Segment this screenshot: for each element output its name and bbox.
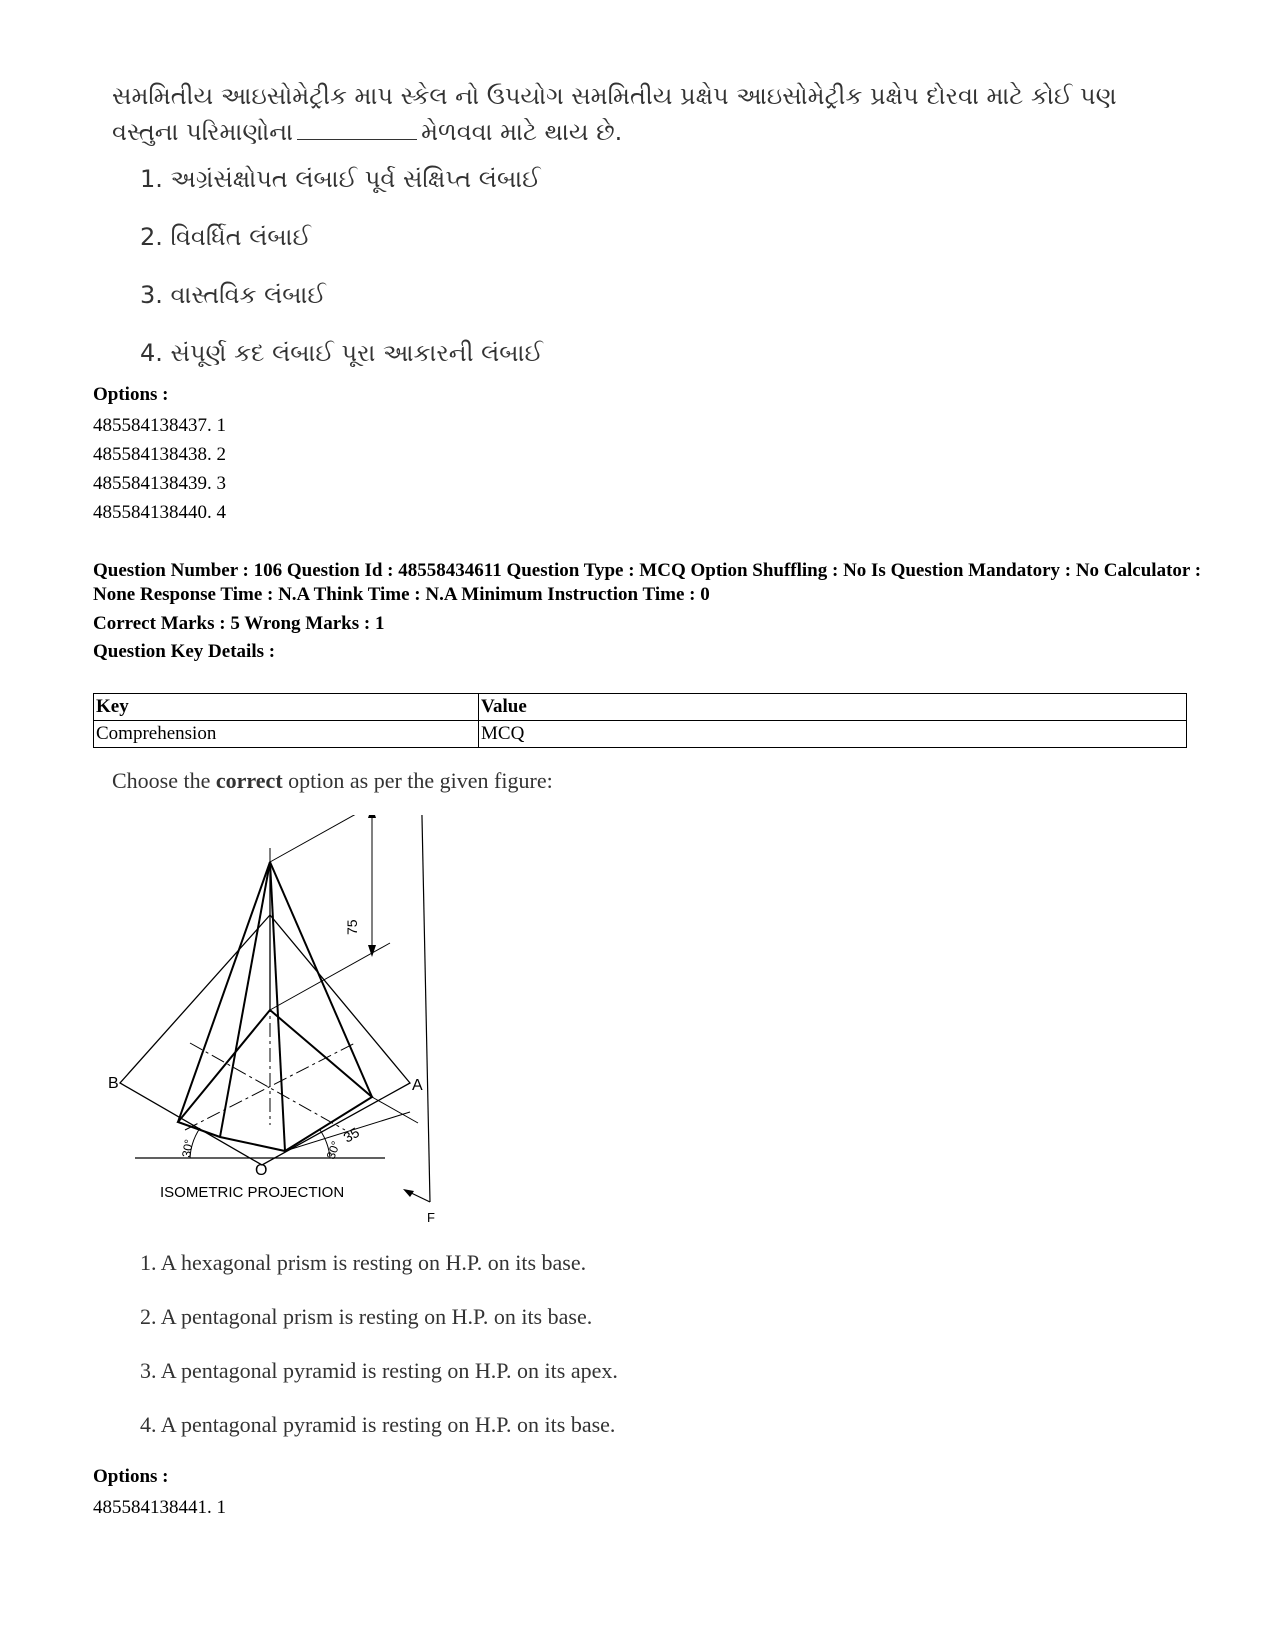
dimension-75: 75 — [344, 919, 360, 935]
choice-item: 2. A pentagonal prism is resting on H.P. on its base. — [140, 1304, 593, 1329]
question-marks: Correct Marks : 5 Wrong Marks : 1 — [93, 613, 385, 634]
question-prompt — [112, 768, 553, 794]
pyramid-edge — [270, 862, 285, 1151]
angle-label-right: 30° — [323, 1139, 344, 1162]
question-text-part1: સમમિતીય આઇસોમેટ્રીક માપ સ્કેલ નો ઉપયોગ સમમિતીય પ્રક્ષેપ આઇસોમેટ્રીક પ્રક્ષેપ દોરવા માટે કોઈ પણ વસ્તુના પરિમાણોના — [112, 82, 1117, 146]
choice-item: 4. સંપૂર્ણ કદ લંબાઈ પૂરા આકારની લંબાઈ — [140, 339, 543, 367]
table-cell: Comprehension — [94, 721, 479, 748]
dimension-35: 35 — [340, 1123, 362, 1146]
label-o: O — [255, 1162, 268, 1179]
prev-question-text — [112, 78, 1172, 150]
label-b: B — [108, 1075, 119, 1092]
prompt-bold: correct — [215, 768, 283, 793]
options-label: Options : — [93, 1466, 169, 1487]
label-f: F — [427, 1210, 435, 1225]
key-details-table — [93, 693, 1187, 748]
figure-caption: ISOMETRIC PROJECTION — [160, 1184, 345, 1201]
question-meta: Question Number : 106 Question Id : 48558434611 Question Type : MCQ Option Shuffling : No Is Question Mandatory : No Calculator : None Response Time : N.A Think Time : N.A Minimum Instruction Time : 0 — [93, 560, 1202, 605]
pyramid-edge — [178, 862, 270, 1122]
pyramid-edge — [270, 862, 372, 1097]
table-row — [94, 721, 1187, 748]
table-header-value: Value — [479, 694, 1187, 721]
prompt-text: Choose the — [112, 768, 216, 793]
direction-arrow — [405, 815, 430, 1202]
center-line — [190, 1043, 345, 1130]
option-id-list — [93, 1493, 226, 1522]
key-details-label: Question Key Details : — [93, 641, 276, 662]
choice-item: 3. A pentagonal pyramid is resting on H.P. on its apex. — [140, 1358, 618, 1383]
choice-item: 2. વિવર્ધિત લંબાઈ — [140, 223, 312, 251]
extension-line — [372, 1097, 418, 1123]
option-id: 485584138441. 1 — [93, 1497, 226, 1518]
option-id: 485584138439. 3 — [93, 473, 226, 494]
angle-label-left: 30° — [179, 1138, 197, 1159]
option-id: 485584138437. 1 — [93, 415, 226, 436]
options-label: Options : — [93, 384, 169, 405]
table-header-key: Key — [94, 694, 479, 721]
choice-item: 1. A hexagonal prism is resting on H.P. on its base. — [140, 1250, 587, 1275]
prompt-text: option as per the given figure: — [282, 768, 553, 793]
option-id: 485584138438. 2 — [93, 444, 226, 465]
option-id: 485584138440. 4 — [93, 502, 226, 523]
question-text-part2: મેળવવા માટે થાય છે. — [421, 118, 623, 146]
choice-item: 1. અગ્રંસંક્ષોપત લંબાઈ પૂર્વ સંક્ષિપ્ત લંબાઈ — [140, 165, 541, 193]
arrowhead — [403, 1189, 414, 1197]
option-id-list — [93, 411, 226, 527]
arrowhead — [368, 815, 376, 818]
choice-list — [140, 1236, 618, 1452]
table-header-row — [94, 694, 1187, 721]
choice-item: 3. વાસ્તવિક લંબાઈ — [140, 281, 326, 309]
fill-blank — [297, 119, 417, 140]
base-rhombus — [120, 915, 410, 1165]
choice-item: 4. A pentagonal pyramid is resting on H.P. on its base. — [140, 1412, 616, 1437]
prev-choice-list — [140, 150, 543, 382]
pyramid-edge — [220, 862, 270, 1137]
isometric-figure — [100, 815, 460, 1225]
label-a: A — [412, 1077, 423, 1094]
table-cell: MCQ — [479, 721, 1187, 748]
